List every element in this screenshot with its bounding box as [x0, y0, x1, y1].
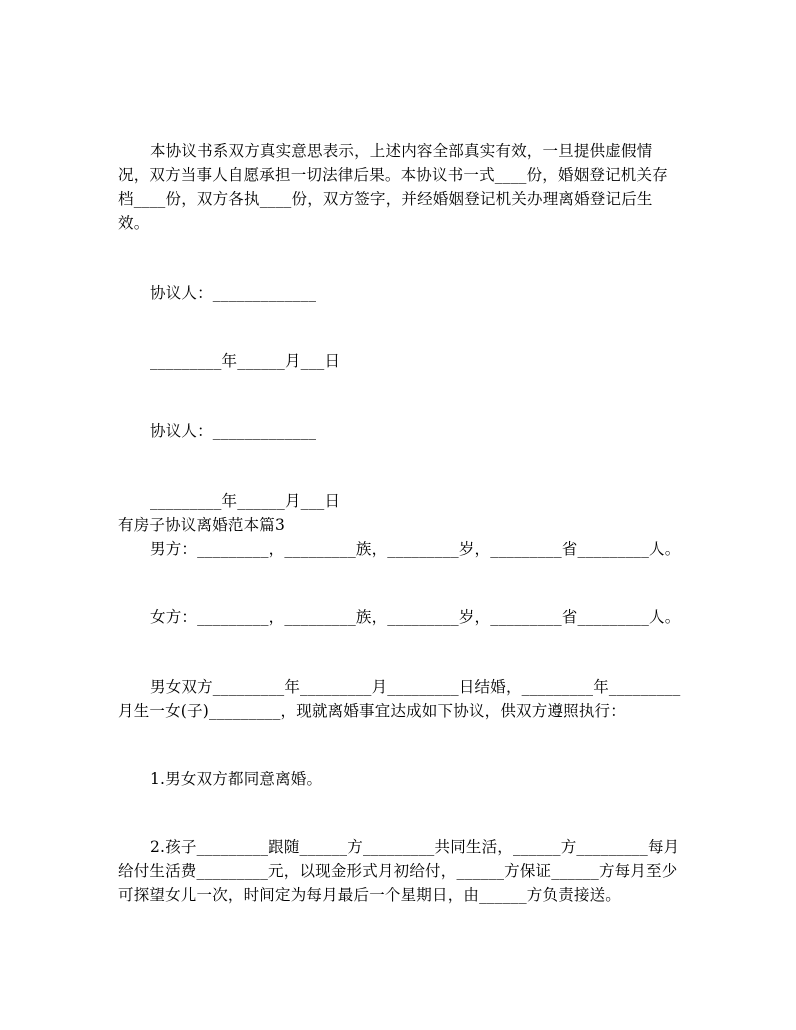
clause-2-line-3: 可探望女儿一次，时间定为每月最后一个星期日，由______方负责接送。	[118, 886, 622, 904]
marriage-line-1: 男女双方_________年_________月_________日结婚，_________年_________	[150, 678, 681, 696]
paragraph1-line4: 效。	[118, 214, 150, 232]
paragraph1-line2: 况，双方当事人自愿承担一切法律后果。本协议书一式____份，婚姻登记机关存	[118, 166, 668, 184]
signature-line-1: 协议人：_____________	[150, 284, 317, 302]
marriage-line-2: 月生一女(子)_________，现就离婚事宜达成如下协议，供双方遵照执行：	[118, 702, 626, 720]
date-line-1: _________年______月___日	[150, 352, 341, 370]
clause-1: 1.男女双方都同意离婚。	[150, 770, 323, 788]
woman-info-line: 女方：_________，_________族，_________岁，_________省_________人。	[150, 608, 681, 626]
clause-2-line-1: 2.孩子_________跟随______方_________共同生活，______方_________每月	[150, 838, 680, 856]
man-info-line: 男方：_________，_________族，_________岁，_________省_________人。	[150, 540, 681, 558]
date-line-2: _________年______月___日	[150, 492, 341, 510]
clause-2-line-2: 给付生活费_________元，以现金形式月初给付，______方保证______方每月至少	[118, 862, 678, 880]
paragraph1-line1: 本协议书系双方真实意思表示，上述内容全部真实有效，一旦提供虚假情	[150, 142, 653, 160]
signature-line-2: 协议人：_____________	[150, 422, 317, 440]
section-title: 有房子协议离婚范本篇3	[118, 516, 286, 534]
paragraph1-line3: 档____份，双方各执____份，双方签字，并经婚姻登记机关办理离婚登记后生	[118, 190, 653, 208]
